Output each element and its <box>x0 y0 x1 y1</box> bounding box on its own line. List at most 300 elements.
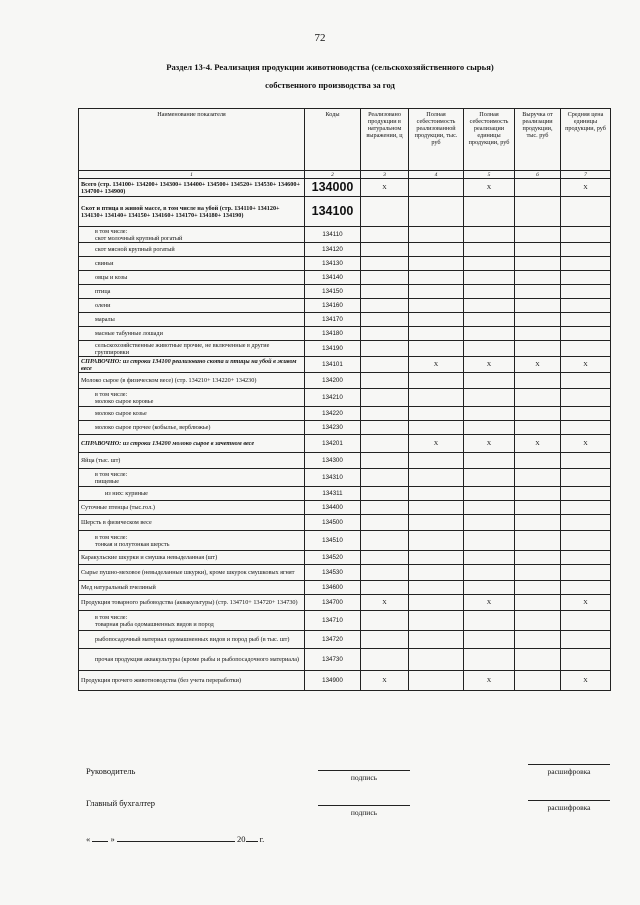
value-cell-c3[interactable] <box>361 581 409 595</box>
value-cell-c5[interactable] <box>464 531 515 551</box>
value-cell-c3[interactable] <box>361 341 409 357</box>
table-row <box>79 227 611 243</box>
head-label: Руководитель <box>86 766 136 776</box>
value-cell-c4[interactable]: X <box>409 435 464 453</box>
value-cell-c6[interactable] <box>515 671 561 691</box>
value-cell-c3[interactable] <box>361 469 409 487</box>
value-cell-c5[interactable] <box>464 327 515 341</box>
value-cell-c6[interactable] <box>515 421 561 435</box>
row-code: 134311 <box>305 487 361 501</box>
value-cell-c6[interactable] <box>515 227 561 243</box>
value-cell-c3[interactable] <box>361 389 409 407</box>
value-cell-c4[interactable] <box>409 313 464 327</box>
indicator-name <box>79 243 305 257</box>
value-cell-c4[interactable] <box>409 551 464 565</box>
value-cell-c3[interactable] <box>361 227 409 243</box>
year-suffix: г. <box>259 834 265 844</box>
value-cell-c3[interactable] <box>361 631 409 649</box>
value-cell-c5[interactable] <box>464 469 515 487</box>
indicator-name <box>79 341 305 357</box>
indicator-name-text: рыбопосадочный материал одомашненных видов и пород рыб (в тыс. шт) <box>95 636 290 643</box>
table-row <box>79 179 611 197</box>
value-cell-c5[interactable] <box>464 285 515 299</box>
value-cell-c7[interactable] <box>561 649 611 671</box>
value-cell-c3[interactable] <box>361 487 409 501</box>
indicator-name-text: молоко сырое козье <box>95 410 147 417</box>
value-cell-c4[interactable] <box>409 327 464 341</box>
value-cell-c7[interactable] <box>561 197 611 227</box>
value-cell-c6[interactable] <box>515 631 561 649</box>
indicator-name <box>79 389 305 407</box>
value-cell-c4[interactable] <box>409 285 464 299</box>
value-cell-c4[interactable] <box>409 341 464 357</box>
table-row <box>79 313 611 327</box>
indicator-name-text: Яйца (тыс. шт) <box>81 457 121 464</box>
value-cell-c6[interactable] <box>515 515 561 531</box>
value-cell-c3[interactable] <box>361 565 409 581</box>
value-cell-c7[interactable] <box>561 407 611 421</box>
value-cell-c6[interactable] <box>515 313 561 327</box>
value-cell-c7[interactable]: X <box>561 671 611 691</box>
table-row <box>79 243 611 257</box>
row-code: 134201 <box>305 435 361 453</box>
value-cell-c3[interactable] <box>361 421 409 435</box>
value-cell-c6[interactable] <box>515 407 561 421</box>
col-header-unit-cost: Полная себестоимость реализации единицы продукции, руб <box>464 109 515 171</box>
indicator-name-text: скот мясной крупный рогатый <box>95 246 175 253</box>
row-code: 134900 <box>305 671 361 691</box>
value-cell-c6[interactable] <box>515 487 561 501</box>
value-cell-c7[interactable] <box>561 565 611 581</box>
col-header-name: Наименование показателя <box>79 109 305 171</box>
value-cell-c7[interactable] <box>561 469 611 487</box>
indicator-name-text: масные табунные лошади <box>95 330 163 337</box>
value-cell-c5[interactable] <box>464 389 515 407</box>
indicator-subname-text: товарная рыба одомашненных видов и пород <box>95 620 214 628</box>
value-cell-c5[interactable] <box>464 515 515 531</box>
indicator-name <box>79 631 305 649</box>
indicator-name <box>79 299 305 313</box>
value-cell-c6[interactable] <box>515 243 561 257</box>
value-cell-c3[interactable] <box>361 327 409 341</box>
indicator-name-text: Сырье пушно-меховое (невыделанные шкурки), кроме шкурок смушковых ягнят <box>81 569 295 576</box>
value-cell-c5[interactable]: X <box>464 595 515 611</box>
value-cell-c7[interactable] <box>561 631 611 649</box>
value-cell-c3[interactable] <box>361 313 409 327</box>
value-cell-c7[interactable] <box>561 327 611 341</box>
col-header-revenue: Выручка от реализации продукции, тыс. руб <box>515 109 561 171</box>
value-cell-c6[interactable] <box>515 453 561 469</box>
column-number: 4 <box>409 171 464 179</box>
indicator-name <box>79 531 305 551</box>
section-title: Раздел 13-4. Реализация продукции животноводства (сельскохозяйственного сырья) <box>166 62 494 72</box>
value-cell-c4[interactable] <box>409 453 464 469</box>
indicator-name-text: Молоко сырое (в физическом весе) (стр. 134210+ 134220+ 134230) <box>81 377 257 384</box>
value-cell-c4[interactable] <box>409 469 464 487</box>
indicator-name <box>79 197 305 227</box>
value-cell-c4[interactable] <box>409 581 464 595</box>
row-code: 134200 <box>305 373 361 389</box>
table-row <box>79 373 611 389</box>
value-cell-c6[interactable] <box>515 469 561 487</box>
value-cell-c7[interactable] <box>561 271 611 285</box>
value-cell-c5[interactable] <box>464 551 515 565</box>
value-cell-c4[interactable] <box>409 421 464 435</box>
value-cell-c3[interactable] <box>361 357 409 373</box>
table-row <box>79 487 611 501</box>
table-row <box>79 389 611 407</box>
value-cell-c4[interactable] <box>409 389 464 407</box>
value-cell-c7[interactable] <box>561 531 611 551</box>
row-code: 134180 <box>305 327 361 341</box>
value-cell-c6[interactable] <box>515 341 561 357</box>
table-row <box>79 515 611 531</box>
column-number: 1 <box>79 171 305 179</box>
indicator-name-text: маралы <box>95 316 115 323</box>
table-row <box>79 197 611 227</box>
indicator-name <box>79 487 305 501</box>
indicator-subname-text: молоко сырое коровье <box>95 397 154 405</box>
value-cell-c7[interactable] <box>561 373 611 389</box>
value-cell-c6[interactable] <box>515 257 561 271</box>
table-row <box>79 407 611 421</box>
indicator-name <box>79 501 305 515</box>
value-cell-c5[interactable]: X <box>464 671 515 691</box>
value-cell-c5[interactable] <box>464 421 515 435</box>
indicator-name <box>79 357 305 373</box>
accountant-signature-caption: подпись <box>350 808 378 817</box>
value-cell-c4[interactable] <box>409 501 464 515</box>
value-cell-c5[interactable] <box>464 453 515 469</box>
value-cell-c6[interactable] <box>515 285 561 299</box>
value-cell-c4[interactable] <box>409 299 464 313</box>
row-code: 134500 <box>305 515 361 531</box>
value-cell-c7[interactable] <box>561 421 611 435</box>
indicator-name-text: Продукция товарного рыбоводства (аквакультуры) (стр. 134710+ 134720+ 134730) <box>81 599 298 606</box>
value-cell-c5[interactable] <box>464 271 515 285</box>
indicator-subname-text: скот молочный крупный рогатый <box>95 234 183 242</box>
row-code: 134210 <box>305 389 361 407</box>
row-code: 134101 <box>305 357 361 373</box>
row-code: 134160 <box>305 299 361 313</box>
row-code: 134400 <box>305 501 361 515</box>
value-cell-c3[interactable] <box>361 501 409 515</box>
row-code: 134510 <box>305 531 361 551</box>
value-cell-c7[interactable] <box>561 341 611 357</box>
indicator-name-text: СПРАВОЧНО: из строки 134200 молоко сырое в зачетном весе <box>81 440 255 447</box>
value-cell-c3[interactable]: X <box>361 671 409 691</box>
table-row <box>79 595 611 611</box>
head-decoding-line <box>528 764 610 765</box>
column-number-row <box>79 171 611 179</box>
value-cell-c5[interactable]: X <box>464 179 515 197</box>
indicator-name-text: в том числе: <box>95 390 128 398</box>
value-cell-c7[interactable] <box>561 257 611 271</box>
value-cell-c7[interactable] <box>561 227 611 243</box>
row-code: 134310 <box>305 469 361 487</box>
value-cell-c6[interactable] <box>515 327 561 341</box>
indicator-name <box>79 453 305 469</box>
value-cell-c6[interactable] <box>515 649 561 671</box>
year-blank <box>246 841 258 842</box>
value-cell-c4[interactable] <box>409 611 464 631</box>
value-cell-c5[interactable] <box>464 243 515 257</box>
table-row <box>79 327 611 341</box>
value-cell-c6[interactable] <box>515 179 561 197</box>
table-body <box>79 179 611 691</box>
row-code: 134130 <box>305 257 361 271</box>
indicator-name-text: Мед натуральный пчелиный <box>81 584 156 591</box>
column-number: 3 <box>361 171 409 179</box>
month-blank <box>117 841 235 842</box>
accountant-decoding-caption: расшифровка <box>547 803 591 812</box>
value-cell-c4[interactable] <box>409 531 464 551</box>
indicator-name <box>79 581 305 595</box>
row-code: 134530 <box>305 565 361 581</box>
indicator-name-text: из них: куриные <box>105 490 148 497</box>
row-code: 134120 <box>305 243 361 257</box>
value-cell-c7[interactable] <box>561 611 611 631</box>
indicator-name-text: сельскохозяйственные животные прочие, не включенные в другие группировки <box>95 341 270 356</box>
value-cell-c3[interactable]: X <box>361 179 409 197</box>
value-cell-c7[interactable] <box>561 453 611 469</box>
table-row <box>79 453 611 469</box>
value-cell-c5[interactable] <box>464 257 515 271</box>
value-cell-c6[interactable] <box>515 565 561 581</box>
col-header-avg-price: Средняя цена единицы продукции, руб <box>561 109 611 171</box>
table-row <box>79 421 611 435</box>
row-code: 134150 <box>305 285 361 299</box>
indicator-name <box>79 565 305 581</box>
row-code: 134190 <box>305 341 361 357</box>
value-cell-c3[interactable] <box>361 515 409 531</box>
table-row <box>79 611 611 631</box>
row-code: 134720 <box>305 631 361 649</box>
value-cell-c4[interactable] <box>409 243 464 257</box>
indicator-name <box>79 595 305 611</box>
indicator-name-text: Шерсть в физическом весе <box>81 519 152 526</box>
value-cell-c4[interactable] <box>409 271 464 285</box>
value-cell-c3[interactable] <box>361 257 409 271</box>
table-row <box>79 341 611 357</box>
page-number: 72 <box>314 32 326 44</box>
col-header-code: Коды <box>305 109 361 171</box>
indicator-name <box>79 649 305 671</box>
value-cell-c3[interactable] <box>361 197 409 227</box>
indicator-name-text: свиньи <box>95 260 114 267</box>
table-row <box>79 357 611 373</box>
indicator-name <box>79 551 305 565</box>
indicator-name <box>79 469 305 487</box>
value-cell-c7[interactable]: X <box>561 435 611 453</box>
value-cell-c5[interactable] <box>464 313 515 327</box>
value-cell-c5[interactable] <box>464 631 515 649</box>
head-decoding-caption: расшифровка <box>547 767 591 776</box>
value-cell-c7[interactable] <box>561 285 611 299</box>
value-cell-c4[interactable] <box>409 649 464 671</box>
indicator-name-text: СПРАВОЧНО: из строки 134100 реализовано скота и птицы на убой в живом весе <box>81 357 297 372</box>
table-row <box>79 257 611 271</box>
date-close-quote: » <box>110 834 115 844</box>
value-cell-c5[interactable] <box>464 487 515 501</box>
indicator-subname-text: пищевые <box>95 477 119 485</box>
indicator-name-text: Каракульские шкурки и смушка невыделанная (шт) <box>81 554 218 561</box>
value-cell-c6[interactable] <box>515 581 561 595</box>
value-cell-c4[interactable]: X <box>409 357 464 373</box>
value-cell-c5[interactable] <box>464 197 515 227</box>
value-cell-c6[interactable] <box>515 611 561 631</box>
head-signature-caption: подпись <box>350 773 378 782</box>
value-cell-c7[interactable] <box>561 389 611 407</box>
table-row <box>79 285 611 299</box>
value-cell-c3[interactable] <box>361 453 409 469</box>
value-cell-c3[interactable] <box>361 407 409 421</box>
date-line <box>86 834 264 844</box>
value-cell-c3[interactable] <box>361 299 409 313</box>
value-cell-c6[interactable] <box>515 271 561 285</box>
table-row <box>79 581 611 595</box>
row-code: 134140 <box>305 271 361 285</box>
value-cell-c7[interactable] <box>561 487 611 501</box>
value-cell-c5[interactable] <box>464 227 515 243</box>
value-cell-c4[interactable] <box>409 179 464 197</box>
indicator-name <box>79 257 305 271</box>
row-code: 134230 <box>305 421 361 435</box>
column-number: 6 <box>515 171 561 179</box>
value-cell-c7[interactable] <box>561 515 611 531</box>
value-cell-c6[interactable] <box>515 501 561 515</box>
indicator-name-text: Всего (стр. 134100+ 134200+ 134300+ 134400+ 134500+ 134520+ 134530+ 134600+ 134700+ 134900) <box>81 180 300 195</box>
column-number: 5 <box>464 171 515 179</box>
value-cell-c7[interactable] <box>561 243 611 257</box>
value-cell-c5[interactable] <box>464 649 515 671</box>
year-prefix: 20 <box>237 834 246 844</box>
value-cell-c5[interactable]: X <box>464 435 515 453</box>
indicator-name <box>79 271 305 285</box>
value-cell-c4[interactable] <box>409 373 464 389</box>
row-code: 134170 <box>305 313 361 327</box>
value-cell-c6[interactable] <box>515 197 561 227</box>
indicator-name-text: птица <box>95 288 111 295</box>
value-cell-c3[interactable] <box>361 551 409 565</box>
table-row <box>79 649 611 671</box>
value-cell-c4[interactable] <box>409 257 464 271</box>
value-cell-c6[interactable] <box>515 389 561 407</box>
value-cell-c6[interactable]: X <box>515 435 561 453</box>
row-code: 134000 <box>305 179 361 197</box>
value-cell-c3[interactable] <box>361 373 409 389</box>
value-cell-c5[interactable] <box>464 341 515 357</box>
row-code: 134110 <box>305 227 361 243</box>
section-subtitle: собственного производства за год <box>265 80 395 90</box>
value-cell-c5[interactable]: X <box>464 357 515 373</box>
value-cell-c6[interactable]: X <box>515 357 561 373</box>
row-code: 134300 <box>305 453 361 469</box>
indicator-name-text: в том числе: <box>95 227 128 235</box>
table-row <box>79 671 611 691</box>
value-cell-c3[interactable]: X <box>361 595 409 611</box>
value-cell-c5[interactable] <box>464 611 515 631</box>
indicator-name-text: Скот и птица в живой массе, в том числе на убой (стр. 134110+ 134120+ 134130+ 134140+ 134150+ 134160+ 134170+ 134180+ 134190) <box>81 204 280 219</box>
indicator-name-text: молоко сырое прочее (кобылье, верблюжье) <box>95 424 211 431</box>
value-cell-c5[interactable] <box>464 407 515 421</box>
table-row <box>79 551 611 565</box>
value-cell-c5[interactable] <box>464 501 515 515</box>
value-cell-c3[interactable] <box>361 435 409 453</box>
value-cell-c4[interactable] <box>409 227 464 243</box>
value-cell-c4[interactable] <box>409 515 464 531</box>
value-cell-c4[interactable] <box>409 407 464 421</box>
value-cell-c7[interactable]: X <box>561 179 611 197</box>
value-cell-c5[interactable] <box>464 565 515 581</box>
value-cell-c4[interactable] <box>409 487 464 501</box>
table-row <box>79 469 611 487</box>
value-cell-c7[interactable]: X <box>561 595 611 611</box>
value-cell-c7[interactable] <box>561 581 611 595</box>
value-cell-c3[interactable] <box>361 649 409 671</box>
value-cell-c5[interactable] <box>464 299 515 313</box>
indicator-name <box>79 313 305 327</box>
table-row <box>79 531 611 551</box>
indicator-name <box>79 421 305 435</box>
accountant-signature-line <box>318 805 410 806</box>
column-number: 7 <box>561 171 611 179</box>
col-header-quantity: Реализовано продукции в натуральном выражении, ц <box>361 109 409 171</box>
table-row <box>79 271 611 285</box>
indicator-name-text: овцы и козы <box>95 274 128 281</box>
value-cell-c4[interactable] <box>409 595 464 611</box>
value-cell-c7[interactable] <box>561 501 611 515</box>
value-cell-c4[interactable] <box>409 671 464 691</box>
table-row <box>79 435 611 453</box>
row-code: 134710 <box>305 611 361 631</box>
value-cell-c6[interactable] <box>515 299 561 313</box>
value-cell-c3[interactable] <box>361 285 409 299</box>
indicator-name-text: в том числе: <box>95 613 128 621</box>
indicator-name <box>79 227 305 243</box>
indicator-name-text: Продукция прочего животноводства (без учета переработки) <box>81 677 242 684</box>
row-code: 134600 <box>305 581 361 595</box>
value-cell-c4[interactable] <box>409 197 464 227</box>
value-cell-c5[interactable] <box>464 581 515 595</box>
value-cell-c5[interactable] <box>464 373 515 389</box>
value-cell-c4[interactable] <box>409 631 464 649</box>
value-cell-c6[interactable] <box>515 551 561 565</box>
value-cell-c3[interactable] <box>361 531 409 551</box>
value-cell-c3[interactable] <box>361 611 409 631</box>
value-cell-c7[interactable] <box>561 299 611 313</box>
value-cell-c7[interactable]: X <box>561 357 611 373</box>
indicator-name <box>79 285 305 299</box>
indicator-subname-text: тонкая и полутонкая шерсть <box>95 540 170 548</box>
value-cell-c3[interactable] <box>361 271 409 285</box>
indicator-name-text: прочая продукция аквакультуры (кроме рыбы и рыбопосадочного материала) <box>95 656 299 663</box>
value-cell-c6[interactable] <box>515 595 561 611</box>
column-number: 2 <box>305 171 361 179</box>
date-open-quote: « <box>86 834 91 844</box>
indicator-name <box>79 515 305 531</box>
value-cell-c3[interactable] <box>361 243 409 257</box>
value-cell-c6[interactable] <box>515 531 561 551</box>
value-cell-c7[interactable] <box>561 551 611 565</box>
value-cell-c4[interactable] <box>409 565 464 581</box>
row-code: 134520 <box>305 551 361 565</box>
value-cell-c6[interactable] <box>515 373 561 389</box>
table-row <box>79 299 611 313</box>
value-cell-c7[interactable] <box>561 313 611 327</box>
indicator-name-text: олени <box>95 302 111 309</box>
row-code: 134700 <box>305 595 361 611</box>
